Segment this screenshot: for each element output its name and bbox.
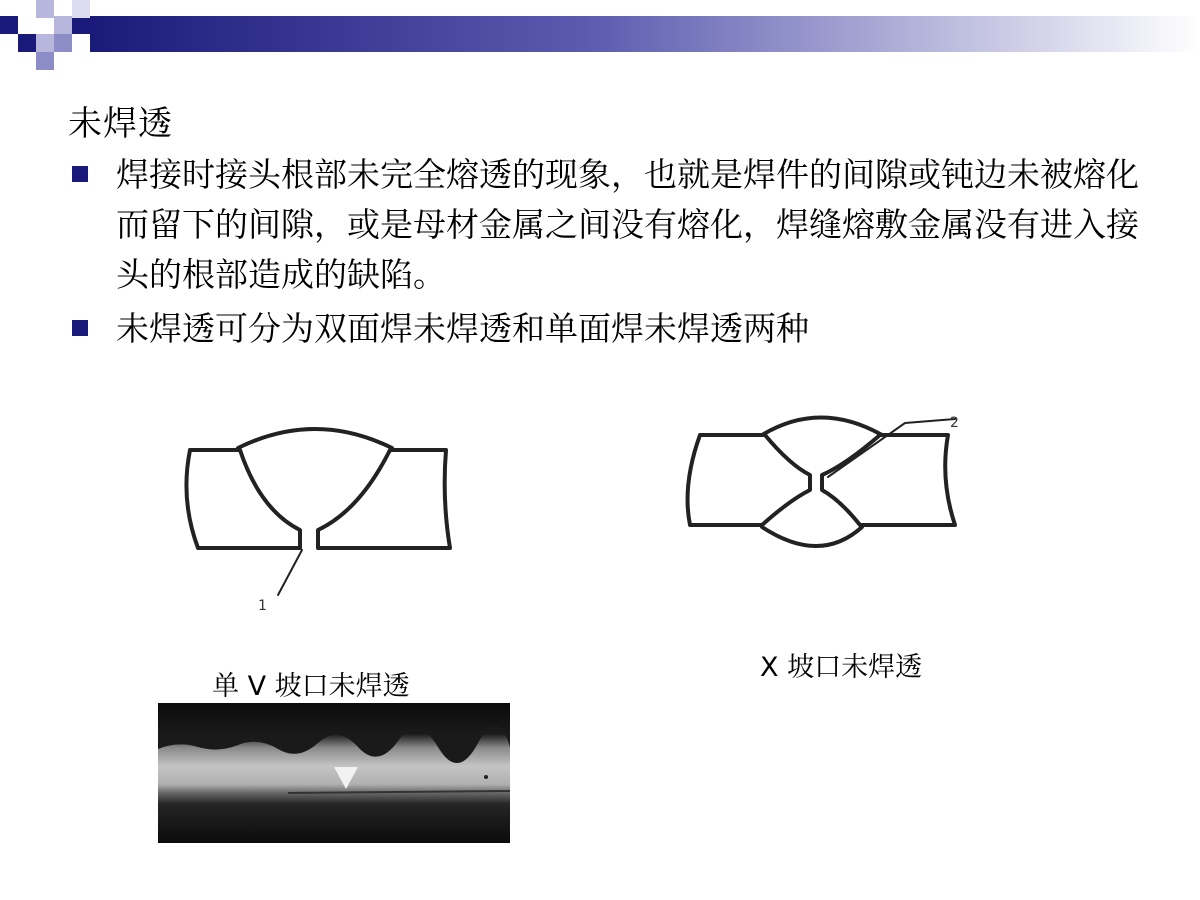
single-v-groove-diagram: [150, 420, 490, 630]
bullet-square-icon: [72, 166, 88, 182]
figure-label-2: 2: [950, 415, 959, 431]
bullet-list: [70, 150, 1150, 358]
bullet-item: [70, 304, 1150, 354]
single-v-caption: 单 V 坡口未焊透: [212, 671, 410, 702]
bullet-text: 焊接时接头根部未完全熔透的现象，也就是焊件的间隙或钝边未被熔化而留下的间隙，或是母材金属之间没有熔化，焊缝熔敷金属没有进入接头的根部造成的缺陷。: [116, 155, 1139, 294]
x-groove-diagram: [670, 405, 1010, 605]
bullet-square-icon: [72, 320, 88, 336]
x-groove-caption: X 坡口未焊透: [760, 652, 923, 683]
bullet-item: [70, 150, 1150, 300]
bullet-text: 未焊透可分为双面焊未焊透和单面焊未焊透两种: [116, 309, 809, 348]
radiograph-image: [158, 703, 510, 843]
figure-label-1: 1: [258, 598, 267, 614]
slide-title: 未焊透: [68, 104, 173, 144]
header-decoration: [0, 0, 1200, 90]
